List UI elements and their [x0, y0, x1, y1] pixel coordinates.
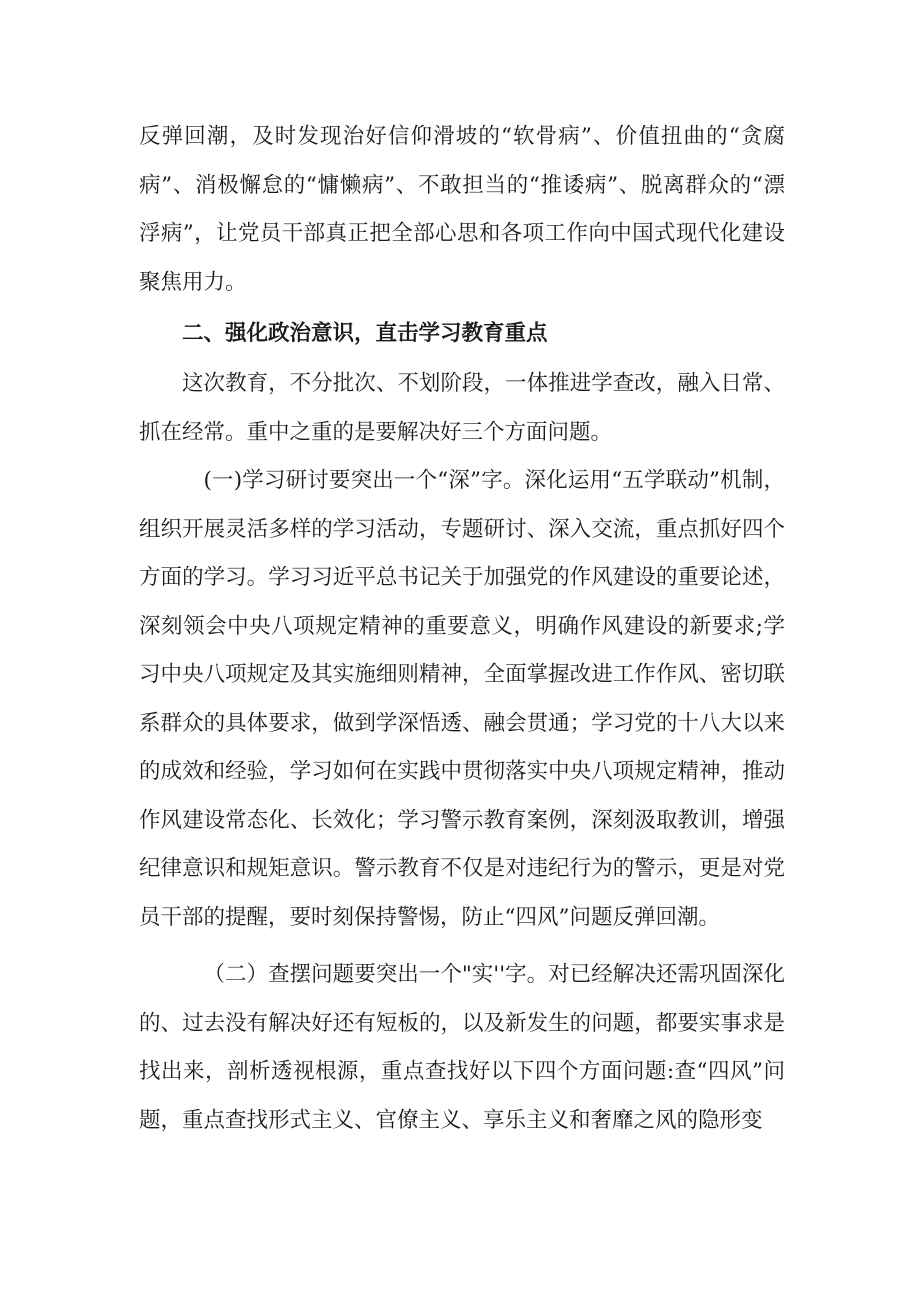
problems-block	[139, 951, 785, 1145]
paragraph-intro: 这次教育，不分批次、不划阶段，一体推进学查改，融入日常、抓在经常。重中之重的是要解决好三个方面问题。	[139, 371, 785, 445]
study-block	[139, 457, 785, 942]
paragraph-study: (一)学习研讨要突出一个“深”字。深化运用“五学联动”机制，组织开展灵活多样的学习活动，专题研讨、深入交流，重点抓好四个方面的学习。学习习近平总书记关于加强党的作风建设的重要论述，深刻领会中央八项规定精神的重要意义，明确作风建设的新要求;学习中央八项规定及其实施细则精神，全面掌握改进工作作风、密切联系群众的具体要求，做到学深悟透、融会贯通；学习党的十八大以来的成效和经验，学习如何在实践中贯彻落实中央八项规定精神，推动作风建设常态化、长效化；学习警示教育案例，深刻汲取教训，增强纪律意识和规矩意识。警示教育不仅是对违纪行为的警示，更是对党员干部的提醒，要时刻保持警惕，防止“四风”问题反弹回潮。	[139, 468, 785, 930]
document-body	[139, 113, 785, 307]
section-heading: 二、强化政治意识，直击学习教育重点	[182, 321, 548, 346]
paragraph-problems: （二）查摆问题要突出一个"实''字。对已经解决还需巩固深化的、过去没有解决好还有短板的，以及新发生的问题，都要实事求是找出来，剖析透视根源，重点查找好以下四个方面问题:查“四风”问题，重点查找形式主义、官僚主义、享乐主义和奢靡之风的隐形变	[139, 962, 785, 1133]
section-heading-block	[139, 310, 785, 359]
paragraph-continuation: 反弹回潮，及时发现治好信仰滑坡的“软骨病”、价值扭曲的“贪腐病”、消极懈怠的“慵懒病”、不敢担当的“推诿病”、脱离群众的“漂浮病”，让党员干部真正把全部心思和各项工作向中国式现代化建设聚焦用力。	[139, 124, 785, 295]
intro-block	[139, 360, 785, 457]
